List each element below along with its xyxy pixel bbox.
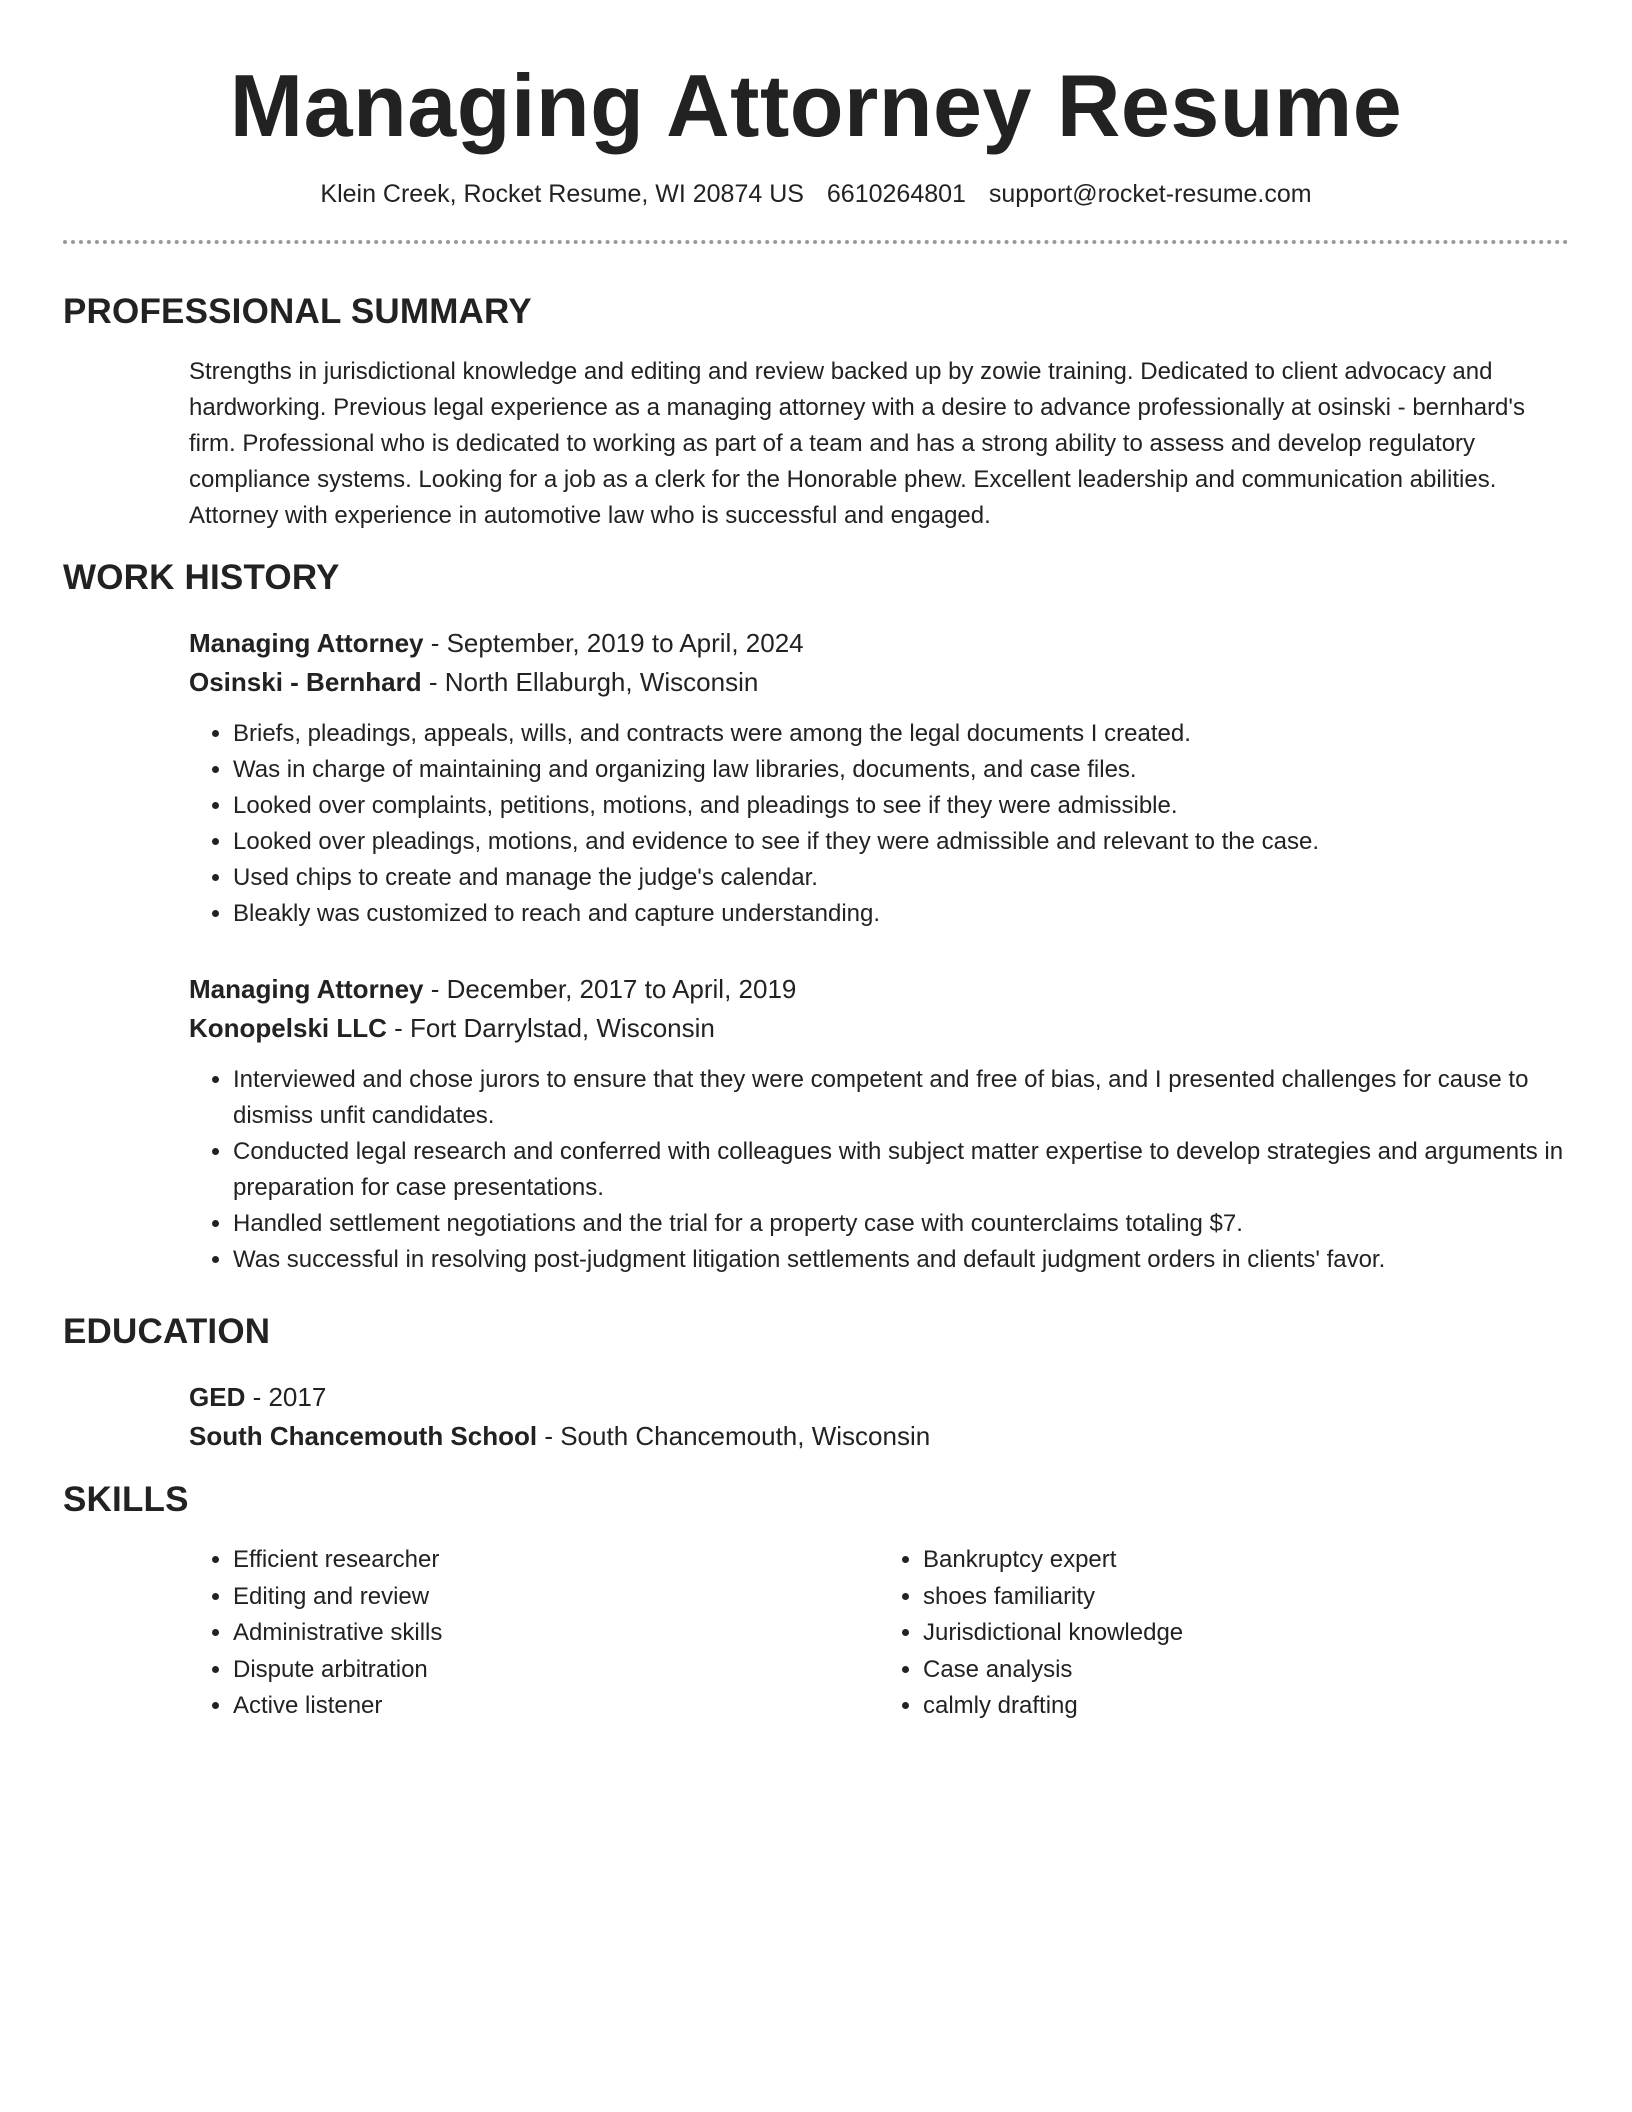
job-dates: - September, 2019 to April, 2024 bbox=[423, 628, 804, 658]
school-location: - South Chancemouth, Wisconsin bbox=[537, 1421, 931, 1451]
job-bullet: • Used chips to create and manage the judge's calendar. bbox=[233, 860, 1569, 896]
job-location: - North Ellaburgh, Wisconsin bbox=[421, 667, 759, 697]
job-company-line bbox=[189, 1009, 1569, 1048]
skill-item: • Dispute arbitration bbox=[233, 1652, 879, 1689]
job-bullet: • Looked over pleadings, motions, and evidence to see if they were admissible and relevant to the case. bbox=[233, 824, 1569, 860]
job-company: Osinski - Bernhard bbox=[189, 667, 422, 697]
education-entry bbox=[189, 1378, 1569, 1456]
resume-header bbox=[63, 0, 1569, 244]
skill-item: • Bankruptcy expert bbox=[923, 1542, 1569, 1579]
skills-section bbox=[63, 1478, 1569, 1725]
job-company: Konopelski LLC bbox=[189, 1013, 387, 1043]
work-history-section bbox=[63, 556, 1569, 1278]
job-dates: - December, 2017 to April, 2019 bbox=[423, 974, 797, 1004]
skill-item: • Active listener bbox=[233, 1688, 879, 1725]
job-bullet: • Looked over complaints, petitions, motions, and pleadings to see if they were admissible. bbox=[233, 788, 1569, 824]
degree-name: GED bbox=[189, 1382, 246, 1412]
job-bullet: • Was in charge of maintaining and organizing law libraries, documents, and case files. bbox=[233, 752, 1569, 788]
skills-column-left bbox=[189, 1542, 879, 1725]
skill-item: • calmly drafting bbox=[923, 1688, 1569, 1725]
contact-email: support@rocket-resume.com bbox=[988, 180, 1312, 208]
job-entry bbox=[189, 970, 1569, 1278]
job-bullet: • Was successful in resolving post-judgment litigation settlements and default judgment orders in clients' favor. bbox=[233, 1242, 1569, 1278]
skill-item: • Efficient researcher bbox=[233, 1542, 879, 1579]
job-bullet: • Handled settlement negotiations and the trial for a property case with counterclaims totaling $7. bbox=[233, 1206, 1569, 1242]
summary-text: Strengths in jurisdictional knowledge and editing and review backed up by zowie training. Dedicated to client advocacy and hardworking. Previous legal experience as a managing attorney with a desire to advance professionally at osinski - bernhard's firm. Professional who is dedicated to working as part of a team and has a strong ability to assess and develop regulatory compliance systems. Looking for a job as a clerk for the Honorable phew. Excellent leadership and communication abilities. Attorney with experience in automotive law who is successful and engaged. bbox=[189, 358, 1525, 529]
summary-heading: PROFESSIONAL SUMMARY bbox=[63, 292, 532, 331]
degree-year: - 2017 bbox=[245, 1382, 327, 1412]
skill-item: • Administrative skills bbox=[233, 1615, 879, 1652]
job-bullet: • Interviewed and chose jurors to ensure that they were competent and free of bias, and I presented challenges for cause to dismiss unfit candidates. bbox=[233, 1062, 1569, 1134]
contact-phone: 6610264801 bbox=[826, 180, 966, 208]
degree-line bbox=[189, 1378, 1569, 1417]
education-section bbox=[63, 1310, 1569, 1456]
skills-column-right bbox=[879, 1542, 1569, 1725]
skill-item: • Case analysis bbox=[923, 1652, 1569, 1689]
job-title: Managing Attorney bbox=[189, 974, 424, 1004]
skills-heading: SKILLS bbox=[63, 1480, 189, 1519]
header-divider bbox=[63, 240, 1569, 244]
professional-summary-section bbox=[63, 290, 1569, 534]
job-bullet: • Bleakly was customized to reach and capture understanding. bbox=[233, 896, 1569, 932]
resume-title: Managing Attorney Resume bbox=[229, 56, 1403, 155]
skill-item: • shoes familiarity bbox=[923, 1579, 1569, 1616]
school-name: South Chancemouth School bbox=[189, 1421, 538, 1451]
skill-item: • Jurisdictional knowledge bbox=[923, 1615, 1569, 1652]
contact-line bbox=[63, 178, 1569, 210]
education-heading: EDUCATION bbox=[63, 1312, 271, 1351]
job-location: - Fort Darrylstad, Wisconsin bbox=[386, 1013, 715, 1043]
job-bullet-list bbox=[189, 716, 1569, 932]
contact-address: Klein Creek, Rocket Resume, WI 20874 US bbox=[320, 180, 804, 208]
job-role-line bbox=[189, 624, 1569, 663]
skill-item: • Editing and review bbox=[233, 1579, 879, 1616]
job-role-line bbox=[189, 970, 1569, 1009]
job-bullet-list bbox=[189, 1062, 1569, 1278]
school-line bbox=[189, 1417, 1569, 1456]
job-entry bbox=[189, 624, 1569, 932]
work-history-heading: WORK HISTORY bbox=[63, 558, 340, 597]
job-company-line bbox=[189, 663, 1569, 702]
job-bullet: • Conducted legal research and conferred with colleagues with subject matter expertise to develop strategies and arguments in preparation for case presentations. bbox=[233, 1134, 1569, 1206]
skills-grid bbox=[189, 1542, 1569, 1725]
job-bullet: • Briefs, pleadings, appeals, wills, and contracts were among the legal documents I created. bbox=[233, 716, 1569, 752]
job-title: Managing Attorney bbox=[189, 628, 424, 658]
